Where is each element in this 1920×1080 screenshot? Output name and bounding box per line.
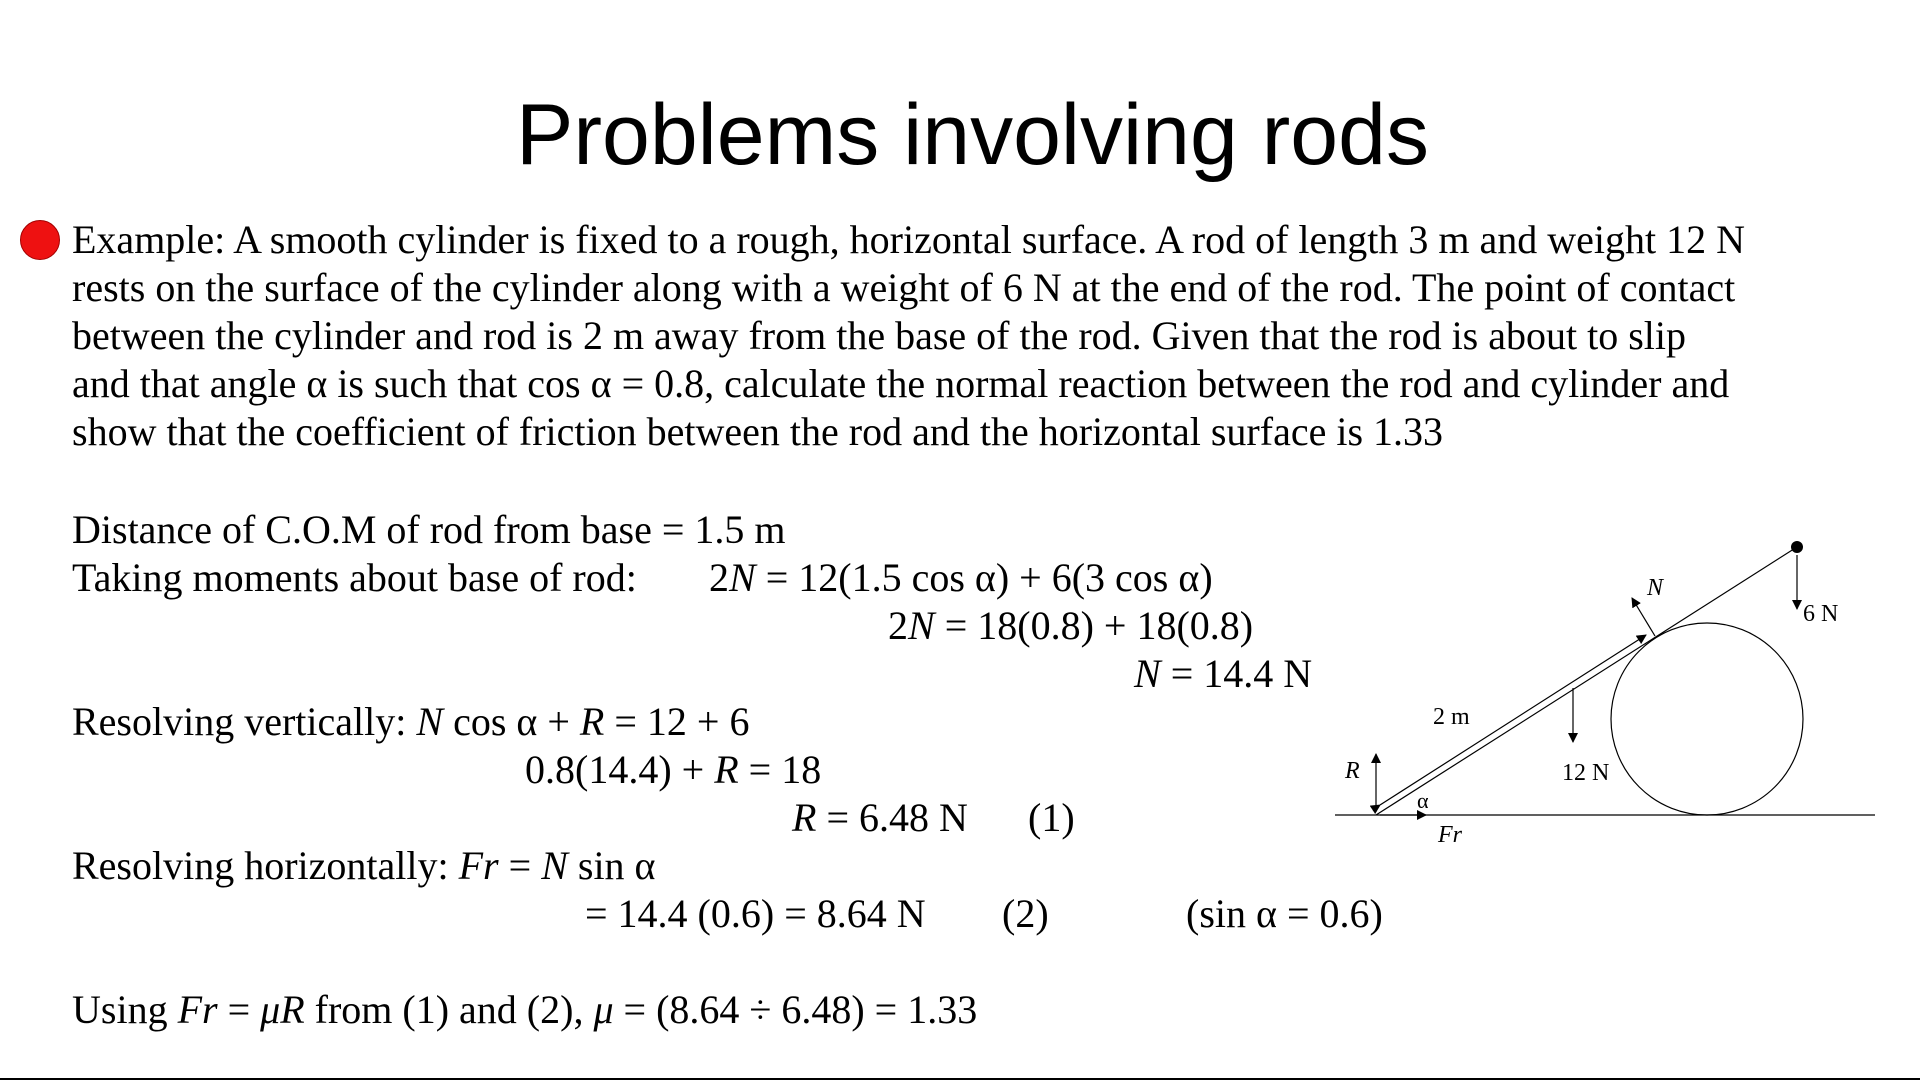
vertical-equation-3 xyxy=(792,794,968,842)
expression: = 18(0.8) + 18(0.8) xyxy=(934,603,1254,648)
end-weight-dot xyxy=(1791,541,1803,553)
coefficient: 2 xyxy=(888,603,908,648)
expression: from (1) and (2), xyxy=(304,987,594,1032)
expression: 0.8(14.4) + xyxy=(525,747,715,792)
problem-line: between the cylinder and rod is 2 m away from the base of the rod. Given that the rod is about to slip xyxy=(72,313,1687,358)
horizontal-resolution-line xyxy=(72,842,656,890)
expression: = 14.4 N xyxy=(1160,651,1313,696)
vertical-label: Resolving vertically: xyxy=(72,699,417,744)
cylinder-circle xyxy=(1611,623,1803,815)
problem-statement xyxy=(72,216,1912,456)
problem-line: show that the coefficient of friction between the rod and the horizontal surface is 1.33 xyxy=(72,409,1444,454)
expression: = 12(1.5 cos α) + 6(3 cos α) xyxy=(755,555,1213,600)
vertical-resolution-line xyxy=(72,698,749,746)
variable: N xyxy=(541,843,568,888)
label-12N: 12 N xyxy=(1562,760,1610,786)
variable: Fr xyxy=(458,843,499,888)
final-result-line xyxy=(72,986,977,1034)
label-N: N xyxy=(1647,575,1664,601)
moments-equation-3 xyxy=(1134,650,1312,698)
label-alpha: α xyxy=(1417,788,1429,813)
label-R: R xyxy=(1345,758,1360,784)
label-6N: 6 N xyxy=(1803,601,1839,627)
variable: R xyxy=(714,747,739,792)
sin-alpha-note: (sin α = 0.6) xyxy=(1186,891,1383,936)
expression: = 6.48 N xyxy=(816,795,968,840)
vertical-equation-2 xyxy=(525,746,821,794)
variable: μR xyxy=(260,987,305,1032)
variable: N xyxy=(729,555,756,600)
label-2m: 2 m xyxy=(1433,704,1470,730)
expression: = 12 + 6 xyxy=(604,699,750,744)
equation-tag-1: (1) xyxy=(1028,795,1075,840)
bullet-point-icon xyxy=(20,220,60,260)
variable: R xyxy=(792,795,817,840)
horizontal-equation-2: = 14.4 (0.6) = 8.64 N xyxy=(585,891,926,936)
variable: N xyxy=(908,603,935,648)
variable: N xyxy=(1134,651,1161,696)
problem-line: rests on the surface of the cylinder along with a weight of 6 N at the end of the rod. The point of contact xyxy=(72,265,1736,310)
moments-equation-1 xyxy=(709,554,1213,602)
moments-label: Taking moments about base of rod: xyxy=(72,555,637,600)
expression: = xyxy=(217,987,261,1032)
expression: sin α xyxy=(567,843,656,888)
coefficient: 2 xyxy=(709,555,729,600)
label-Fr: Fr xyxy=(1438,822,1462,848)
com-distance-line: Distance of C.O.M of rod from base = 1.5 m xyxy=(72,507,786,552)
expression: = xyxy=(498,843,542,888)
normal-reaction-arrow xyxy=(1632,598,1655,636)
moments-equation-2 xyxy=(888,602,1253,650)
variable: Fr xyxy=(177,987,218,1032)
variable: N xyxy=(416,699,444,744)
horizontal-label: Resolving horizontally: xyxy=(72,843,459,888)
rod-cylinder-diagram xyxy=(1320,520,1900,860)
expression: = 18 xyxy=(738,747,822,792)
problem-line: Example: A smooth cylinder is fixed to a rough, horizontal surface. A rod of length 3 m and weight 12 N xyxy=(72,217,1746,262)
slide-title: Problems involving rods xyxy=(516,87,1429,183)
expression: cos α + xyxy=(443,699,580,744)
equation-tag-2: (2) xyxy=(1002,891,1049,936)
expression: Using xyxy=(72,987,178,1032)
problem-line: and that angle α is such that cos α = 0.8, calculate the normal reaction between the rod and cylinder and xyxy=(72,361,1730,406)
variable: μ xyxy=(593,987,614,1032)
moments-line xyxy=(72,554,637,602)
expression: = (8.64 ÷ 6.48) = 1.33 xyxy=(613,987,978,1032)
variable: R xyxy=(579,699,605,744)
